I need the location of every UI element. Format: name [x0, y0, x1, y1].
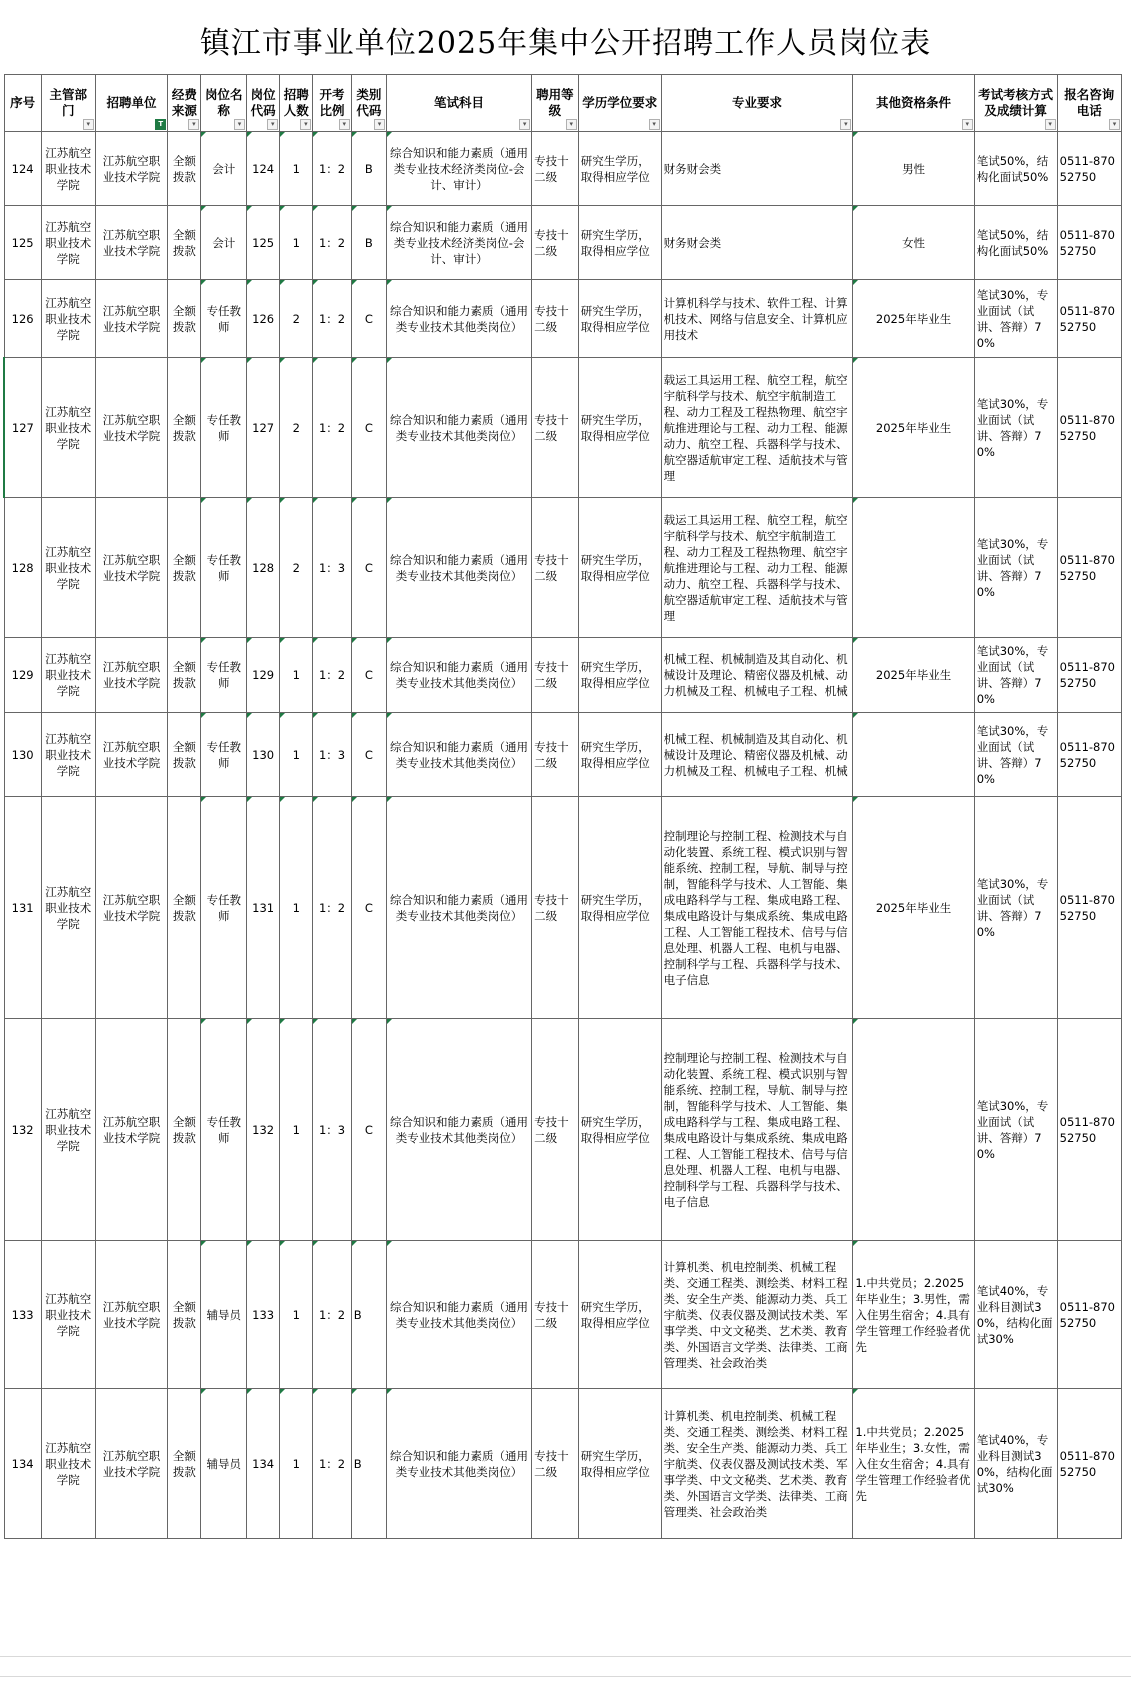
column-header-label: 笔试科目 [434, 95, 485, 110]
empty-grid-rows [0, 1656, 1131, 1698]
filter-dropdown-icon[interactable]: ▾ [566, 119, 577, 130]
cell-method[interactable]: 笔试30%，专业面试（试讲、答辩）70% [974, 358, 1057, 498]
column-header-label: 岗位名称 [204, 87, 243, 118]
cell-edu[interactable]: 研究生学历，取得相应学位 [578, 1019, 661, 1241]
cell-major[interactable]: 控制理论与控制工程、检测技术与自动化装置、系统工程、模式识别与智能系统、控制工程，导航、制导与控制，智能科学与技术、人工智能、集成电路科学与工程、集成电路工程、集成电路设计与集成系统、集成电路工程、人工智能工程技术、信号与信息处理、机器人工程、电机与电器、控制科学与工程、兵器科学与技术、电子信息 [661, 1019, 853, 1241]
cell-major[interactable]: 载运工具运用工程、航空工程，航空宇航科学与技术、航空宇航制造工程、动力工程及工程热物理、航空宇航推进理论与工程、动力工程、能源动力、航空工程、兵器科学与技术、航空器适航审定工程、适航技术与管理 [661, 358, 853, 498]
cell-fund[interactable]: 全额拨款 [168, 713, 201, 797]
filter-dropdown-icon[interactable]: ▾ [1045, 119, 1056, 130]
cell-major[interactable]: 财务财会类 [661, 132, 853, 206]
cell-ratio[interactable]: 1：2 [313, 358, 351, 498]
cell-edu[interactable]: 研究生学历，取得相应学位 [578, 1389, 661, 1539]
cell-exam[interactable]: 综合知识和能力素质（通用类专业技术其他类岗位） [386, 280, 531, 358]
cell-method[interactable]: 笔试50%，结构化面试50% [974, 132, 1057, 206]
cell-cat[interactable]: C [351, 638, 386, 713]
cell-unit[interactable]: 江苏航空职业技术学院 [95, 206, 168, 280]
cell-code[interactable]: 134 [247, 1389, 280, 1539]
cell-dept[interactable]: 江苏航空职业技术学院 [41, 206, 95, 280]
cell-phone[interactable]: 0511-87052750 [1057, 713, 1121, 797]
cell-other[interactable]: 2025年毕业生 [853, 638, 974, 713]
cell-dept[interactable]: 江苏航空职业技术学院 [41, 498, 95, 638]
cell-method[interactable]: 笔试30%，专业面试（试讲、答辩）70% [974, 713, 1057, 797]
cell-major[interactable]: 载运工具运用工程、航空工程，航空宇航科学与技术、航空宇航制造工程、动力工程及工程热物理、航空宇航推进理论与工程、动力工程、能源动力、航空工程、兵器科学与技术、航空器适航审定工程、适航技术与管理 [661, 498, 853, 638]
cell-seq[interactable]: 133 [4, 1241, 41, 1389]
cell-num[interactable]: 2 [280, 358, 313, 498]
column-header[interactable] [4, 75, 41, 132]
cell-exam[interactable]: 综合知识和能力素质（通用类专业技术其他类岗位） [386, 1389, 531, 1539]
column-header-label: 序号 [10, 95, 36, 110]
column-header-label: 招聘单位 [106, 95, 157, 110]
cell-dept[interactable]: 江苏航空职业技术学院 [41, 280, 95, 358]
cell-unit[interactable]: 江苏航空职业技术学院 [95, 1019, 168, 1241]
column-header-label: 考试考核方式及成绩计算 [978, 87, 1054, 118]
filter-dropdown-icon[interactable]: ▾ [649, 119, 660, 130]
cell-major[interactable]: 计算机类、机电控制类、机械工程类、交通工程类、测绘类、材料工程类、安全生产类、能源动力类、兵工宇航类、仪表仪器及测试技术类、军事学类、中文文秘类、艺术类、教育类、外国语言文学类、法律类、工商管理类、社会政治类 [661, 1241, 853, 1389]
cell-method[interactable]: 笔试30%，专业面试（试讲、答辩）70% [974, 498, 1057, 638]
cell-other[interactable] [853, 498, 974, 638]
cell-phone[interactable]: 0511-87052750 [1057, 1241, 1121, 1389]
column-header-label: 主管部门 [49, 87, 88, 118]
cell-phone[interactable]: 0511-87052750 [1057, 280, 1121, 358]
cell-edu[interactable]: 研究生学历，取得相应学位 [578, 713, 661, 797]
cell-cat[interactable]: B [351, 1241, 386, 1389]
cell-edu[interactable]: 研究生学历，取得相应学位 [578, 638, 661, 713]
cell-phone[interactable]: 0511-87052750 [1057, 797, 1121, 1019]
cell-unit[interactable]: 江苏航空职业技术学院 [95, 1389, 168, 1539]
cell-exam[interactable]: 综合知识和能力素质（通用类专业技术经济类岗位-会计、审计） [386, 132, 531, 206]
cell-seq[interactable]: 134 [4, 1389, 41, 1539]
cell-exam[interactable]: 综合知识和能力素质（通用类专业技术其他类岗位） [386, 358, 531, 498]
column-header-label: 专业要求 [732, 95, 783, 110]
cell-major[interactable]: 计算机类、机电控制类、机械工程类、交通工程类、测绘类、材料工程类、安全生产类、能源动力类、兵工宇航类、仪表仪器及测试技术类、军事学类、中文文秘类、艺术类、教育类、外国语言文学类、法律类、工商管理类、社会政治类 [661, 1389, 853, 1539]
cell-ratio[interactable]: 1：3 [313, 1019, 351, 1241]
cell-ratio[interactable]: 1：2 [313, 1241, 351, 1389]
column-header[interactable] [313, 75, 351, 132]
cell-major[interactable]: 机械工程、机械制造及其自动化、机械设计及理论、精密仪器及机械、动力机械及工程、机械电子工程、机械 [661, 638, 853, 713]
column-header-label: 报名咨询电话 [1064, 87, 1115, 118]
column-header-label: 招聘人数 [283, 87, 309, 118]
cell-dept[interactable]: 江苏航空职业技术学院 [41, 1019, 95, 1241]
cell-seq[interactable]: 126 [4, 280, 41, 358]
cell-dept[interactable]: 江苏航空职业技术学院 [41, 358, 95, 498]
table-row[interactable] [4, 358, 1122, 498]
filter-dropdown-icon[interactable]: T [155, 119, 166, 130]
column-header[interactable] [1057, 75, 1121, 132]
column-header[interactable] [661, 75, 853, 132]
header-row [4, 75, 1122, 132]
table-row[interactable] [4, 280, 1122, 358]
cell-phone[interactable]: 0511-87052750 [1057, 1389, 1121, 1539]
table-row[interactable] [4, 713, 1122, 797]
cell-edu[interactable]: 研究生学历，取得相应学位 [578, 132, 661, 206]
column-header-label: 其他资格条件 [876, 95, 952, 110]
cell-exam[interactable]: 综合知识和能力素质（通用类专业技术其他类岗位） [386, 797, 531, 1019]
cell-other[interactable]: 2025年毕业生 [853, 358, 974, 498]
cell-fund[interactable]: 全额拨款 [168, 498, 201, 638]
column-header[interactable] [532, 75, 579, 132]
cell-seq[interactable]: 131 [4, 797, 41, 1019]
column-header[interactable] [386, 75, 531, 132]
cell-other[interactable] [853, 1019, 974, 1241]
cell-level[interactable]: 专技十二级 [532, 638, 579, 713]
cell-unit[interactable]: 江苏航空职业技术学院 [95, 358, 168, 498]
cell-fund[interactable]: 全额拨款 [168, 638, 201, 713]
cell-seq[interactable]: 128 [4, 498, 41, 638]
filter-dropdown-icon[interactable]: ▾ [962, 119, 973, 130]
table-row[interactable] [4, 638, 1122, 713]
cell-dept[interactable]: 江苏航空职业技术学院 [41, 1389, 95, 1539]
column-header[interactable] [168, 75, 201, 132]
cell-exam[interactable]: 综合知识和能力素质（通用类专业技术其他类岗位） [386, 498, 531, 638]
cell-post[interactable]: 会计 [201, 206, 247, 280]
cell-seq[interactable]: 125 [4, 206, 41, 280]
column-header[interactable] [351, 75, 386, 132]
cell-unit[interactable]: 江苏航空职业技术学院 [95, 498, 168, 638]
cell-fund[interactable]: 全额拨款 [168, 280, 201, 358]
cell-post[interactable]: 专任教师 [201, 358, 247, 498]
cell-code[interactable]: 128 [247, 498, 280, 638]
cell-code[interactable]: 127 [247, 358, 280, 498]
column-header-label: 岗位代码 [250, 87, 276, 118]
cell-code[interactable]: 124 [247, 132, 280, 206]
cell-level[interactable]: 专技十二级 [532, 1241, 579, 1389]
cell-fund[interactable]: 全额拨款 [168, 1389, 201, 1539]
cell-fund[interactable]: 全额拨款 [168, 1019, 201, 1241]
sheet-title: 镇江市事业单位2025年集中公开招聘工作人员岗位表 [199, 26, 932, 61]
cell-num[interactable]: 2 [280, 498, 313, 638]
cell-cat[interactable]: C [351, 498, 386, 638]
cell-num[interactable]: 1 [280, 132, 313, 206]
column-header-label: 学历学位要求 [582, 95, 658, 110]
cell-level[interactable]: 专技十二级 [532, 713, 579, 797]
cell-method[interactable]: 笔试40%，专业科目测试30%，结构化面试30% [974, 1389, 1057, 1539]
cell-dept[interactable]: 江苏航空职业技术学院 [41, 638, 95, 713]
cell-seq[interactable]: 127 [4, 358, 41, 498]
cell-seq[interactable]: 129 [4, 638, 41, 713]
cell-num[interactable]: 1 [280, 638, 313, 713]
cell-ratio[interactable]: 1：3 [313, 498, 351, 638]
cell-exam[interactable]: 综合知识和能力素质（通用类专业技术其他类岗位） [386, 713, 531, 797]
cell-method[interactable]: 笔试30%，专业面试（试讲、答辩）70% [974, 797, 1057, 1019]
cell-num[interactable]: 1 [280, 713, 313, 797]
table-row[interactable] [4, 498, 1122, 638]
cell-level[interactable]: 专技十二级 [532, 280, 579, 358]
cell-dept[interactable]: 江苏航空职业技术学院 [41, 132, 95, 206]
cell-code[interactable]: 130 [247, 713, 280, 797]
cell-level[interactable]: 专技十二级 [532, 1389, 579, 1539]
cell-exam[interactable]: 综合知识和能力素质（通用类专业技术其他类岗位） [386, 638, 531, 713]
cell-num[interactable]: 2 [280, 280, 313, 358]
cell-major[interactable]: 控制理论与控制工程、检测技术与自动化装置、系统工程、模式识别与智能系统、控制工程，导航、制导与控制，智能科学与技术、人工智能、集成电路科学与工程、集成电路工程、集成电路设计与集成系统、集成电路工程、人工智能工程技术、信号与信息处理、机器人工程、电机与电器、控制科学与工程、兵器科学与技术、电子信息 [661, 797, 853, 1019]
cell-exam[interactable]: 综合知识和能力素质（通用类专业技术其他类岗位） [386, 1241, 531, 1389]
column-header[interactable] [578, 75, 661, 132]
cell-num[interactable]: 1 [280, 1389, 313, 1539]
cell-cat[interactable]: C [351, 358, 386, 498]
table-body [4, 132, 1122, 1539]
cell-num[interactable]: 1 [280, 206, 313, 280]
cell-phone[interactable]: 0511-87052750 [1057, 358, 1121, 498]
cell-exam[interactable]: 综合知识和能力素质（通用类专业技术经济类岗位-会计、审计） [386, 206, 531, 280]
filter-dropdown-icon[interactable]: ▾ [519, 119, 530, 130]
cell-edu[interactable]: 研究生学历，取得相应学位 [578, 797, 661, 1019]
cell-ratio[interactable]: 1：2 [313, 206, 351, 280]
cell-method[interactable]: 笔试50%，结构化面试50% [974, 206, 1057, 280]
table-row[interactable] [4, 1241, 1122, 1389]
cell-exam[interactable]: 综合知识和能力素质（通用类专业技术其他类岗位） [386, 1019, 531, 1241]
cell-dept[interactable]: 江苏航空职业技术学院 [41, 797, 95, 1019]
cell-post[interactable]: 专任教师 [201, 280, 247, 358]
cell-code[interactable]: 133 [247, 1241, 280, 1389]
cell-other[interactable] [853, 713, 974, 797]
cell-other[interactable]: 2025年毕业生 [853, 280, 974, 358]
cell-post[interactable]: 会计 [201, 132, 247, 206]
cell-ratio[interactable]: 1：2 [313, 132, 351, 206]
column-header[interactable] [41, 75, 95, 132]
cell-phone[interactable]: 0511-87052750 [1057, 638, 1121, 713]
cell-major[interactable]: 机械工程、机械制造及其自动化、机械设计及理论、精密仪器及机械、动力机械及工程、机械电子工程、机械 [661, 713, 853, 797]
cell-unit[interactable]: 江苏航空职业技术学院 [95, 797, 168, 1019]
cell-cat[interactable]: C [351, 280, 386, 358]
cell-ratio[interactable]: 1：3 [313, 713, 351, 797]
cell-code[interactable]: 129 [247, 638, 280, 713]
cell-seq[interactable]: 124 [4, 132, 41, 206]
cell-post[interactable]: 辅导员 [201, 1389, 247, 1539]
cell-fund[interactable]: 全额拨款 [168, 797, 201, 1019]
cell-cat[interactable]: B [351, 1389, 386, 1539]
filter-dropdown-icon[interactable]: ▾ [188, 119, 199, 130]
cell-ratio[interactable]: 1：2 [313, 797, 351, 1019]
column-header[interactable] [95, 75, 168, 132]
cell-ratio[interactable]: 1：2 [313, 280, 351, 358]
cell-post[interactable]: 专任教师 [201, 638, 247, 713]
cell-cat[interactable]: C [351, 1019, 386, 1241]
cell-method[interactable]: 笔试30%，专业面试（试讲、答辩）70% [974, 280, 1057, 358]
cell-cat[interactable]: B [351, 132, 386, 206]
filter-dropdown-icon[interactable]: ▾ [300, 119, 311, 130]
cell-ratio[interactable]: 1：2 [313, 1389, 351, 1539]
cell-unit[interactable]: 江苏航空职业技术学院 [95, 1241, 168, 1389]
cell-level[interactable]: 专技十二级 [532, 797, 579, 1019]
filter-dropdown-icon[interactable]: ▾ [234, 119, 245, 130]
cell-cat[interactable]: C [351, 797, 386, 1019]
column-header-label: 聘用等级 [536, 87, 574, 118]
cell-num[interactable]: 1 [280, 1241, 313, 1389]
cell-fund[interactable]: 全额拨款 [168, 132, 201, 206]
cell-unit[interactable]: 江苏航空职业技术学院 [95, 132, 168, 206]
cell-dept[interactable]: 江苏航空职业技术学院 [41, 713, 95, 797]
cell-edu[interactable]: 研究生学历，取得相应学位 [578, 280, 661, 358]
column-header[interactable] [247, 75, 280, 132]
cell-edu[interactable]: 研究生学历，取得相应学位 [578, 498, 661, 638]
cell-fund[interactable]: 全额拨款 [168, 206, 201, 280]
cell-fund[interactable]: 全额拨款 [168, 358, 201, 498]
table-row[interactable] [4, 206, 1122, 280]
cell-phone[interactable]: 0511-87052750 [1057, 132, 1121, 206]
cell-edu[interactable]: 研究生学历，取得相应学位 [578, 206, 661, 280]
table-row[interactable] [4, 797, 1122, 1019]
cell-unit[interactable]: 江苏航空职业技术学院 [95, 280, 168, 358]
column-header[interactable] [201, 75, 247, 132]
cell-other[interactable]: 1.中共党员；2.2025年毕业生；3.男性，需入住男生宿舍；4.具有学生管理工作经验者优先 [853, 1241, 974, 1389]
column-header[interactable] [280, 75, 313, 132]
cell-level[interactable]: 专技十二级 [532, 498, 579, 638]
cell-edu[interactable]: 研究生学历，取得相应学位 [578, 1241, 661, 1389]
column-header-label: 开考比例 [319, 87, 345, 118]
cell-unit[interactable]: 江苏航空职业技术学院 [95, 713, 168, 797]
column-header[interactable] [853, 75, 974, 132]
cell-code[interactable]: 126 [247, 280, 280, 358]
cell-seq[interactable]: 132 [4, 1019, 41, 1241]
cell-level[interactable]: 专技十二级 [532, 358, 579, 498]
cell-code[interactable]: 131 [247, 797, 280, 1019]
cell-level[interactable]: 专技十二级 [532, 1019, 579, 1241]
cell-post[interactable]: 专任教师 [201, 1019, 247, 1241]
column-header[interactable] [974, 75, 1057, 132]
cell-num[interactable]: 1 [280, 797, 313, 1019]
filter-dropdown-icon[interactable]: ▾ [374, 119, 385, 130]
cell-post[interactable]: 专任教师 [201, 713, 247, 797]
cell-edu[interactable]: 研究生学历，取得相应学位 [578, 358, 661, 498]
cell-post[interactable]: 专任教师 [201, 797, 247, 1019]
cell-phone[interactable]: 0511-87052750 [1057, 206, 1121, 280]
cell-major[interactable]: 计算机科学与技术、软件工程、计算机技术、网络与信息安全、计算机应用技术 [661, 280, 853, 358]
filter-dropdown-icon[interactable]: ▾ [840, 119, 851, 130]
cell-other[interactable]: 男性 [853, 132, 974, 206]
cell-phone[interactable]: 0511-87052750 [1057, 1019, 1121, 1241]
cell-dept[interactable]: 江苏航空职业技术学院 [41, 1241, 95, 1389]
cell-num[interactable]: 1 [280, 1019, 313, 1241]
cell-code[interactable]: 132 [247, 1019, 280, 1241]
cell-level[interactable]: 专技十二级 [532, 206, 579, 280]
cell-major[interactable]: 财务财会类 [661, 206, 853, 280]
cell-post[interactable]: 专任教师 [201, 498, 247, 638]
cell-code[interactable]: 125 [247, 206, 280, 280]
cell-post[interactable]: 辅导员 [201, 1241, 247, 1389]
cell-ratio[interactable]: 1：2 [313, 638, 351, 713]
positions-table [3, 74, 1122, 1539]
table-row[interactable] [4, 1019, 1122, 1241]
table-row[interactable] [4, 1389, 1122, 1539]
cell-cat[interactable]: C [351, 713, 386, 797]
filter-dropdown-icon[interactable]: ▾ [1109, 119, 1120, 130]
cell-method[interactable]: 笔试30%，专业面试（试讲、答辩）70% [974, 638, 1057, 713]
cell-seq[interactable]: 130 [4, 713, 41, 797]
cell-method[interactable]: 笔试40%，专业科目测试30%，结构化面试30% [974, 1241, 1057, 1389]
filter-dropdown-icon[interactable]: ▾ [83, 119, 94, 130]
cell-phone[interactable]: 0511-87052750 [1057, 498, 1121, 638]
table-row[interactable] [4, 132, 1122, 206]
column-header-label: 类别代码 [356, 87, 382, 118]
cell-level[interactable]: 专技十二级 [532, 132, 579, 206]
cell-other[interactable]: 1.中共党员；2.2025年毕业生；3.女性，需入住女生宿舍；4.具有学生管理工作经验者优先 [853, 1389, 974, 1539]
filter-dropdown-icon[interactable]: ▾ [267, 119, 278, 130]
filter-dropdown-icon[interactable]: ▾ [339, 119, 350, 130]
cell-fund[interactable]: 全额拨款 [168, 1241, 201, 1389]
cell-cat[interactable]: B [351, 206, 386, 280]
cell-method[interactable]: 笔试30%，专业面试（试讲、答辩）70% [974, 1019, 1057, 1241]
column-header-label: 经费来源 [171, 87, 197, 118]
cell-other[interactable]: 2025年毕业生 [853, 797, 974, 1019]
cell-unit[interactable]: 江苏航空职业技术学院 [95, 638, 168, 713]
cell-other[interactable]: 女性 [853, 206, 974, 280]
